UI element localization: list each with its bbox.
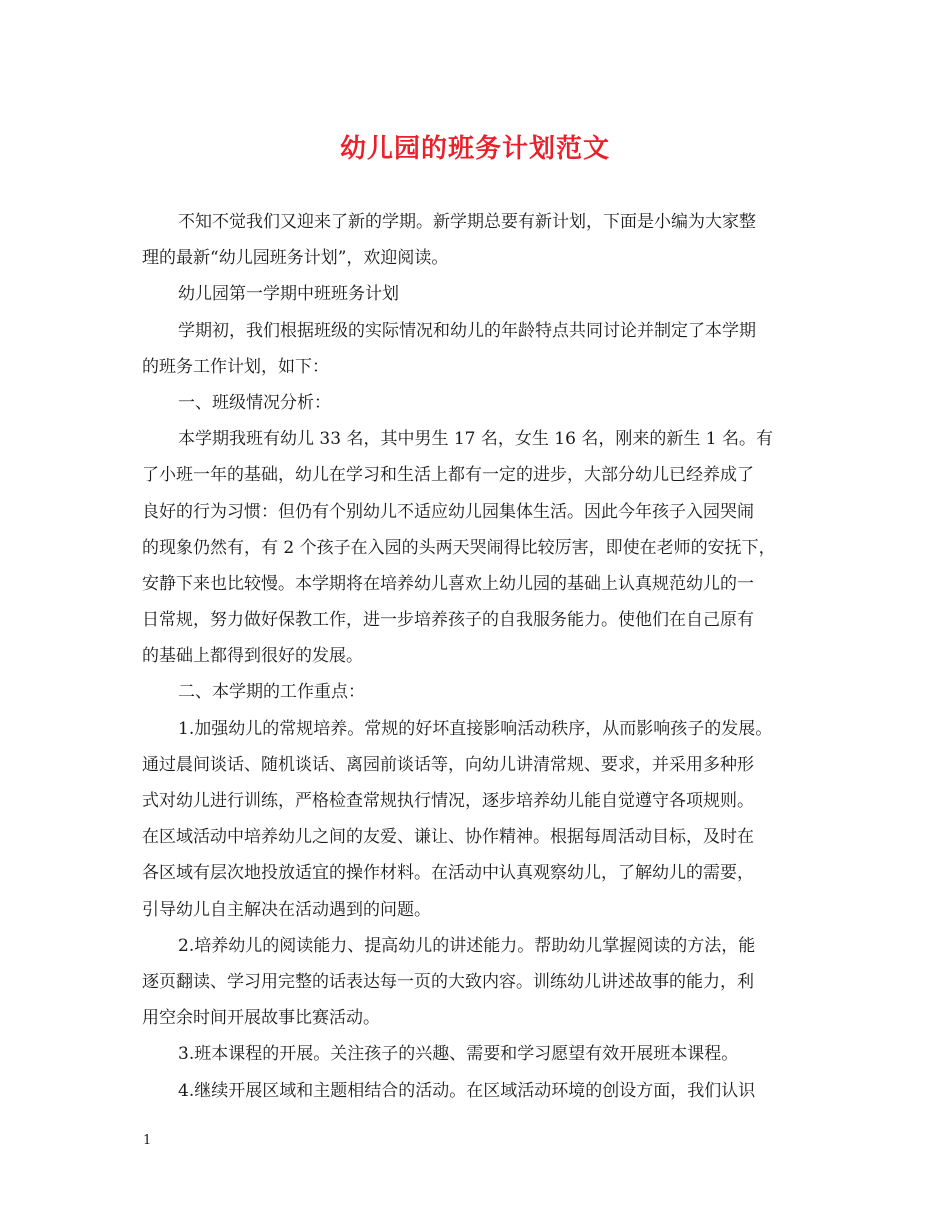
text-line: 2.培养幼儿的阅读能力、提高幼儿的讲述能力。帮助幼儿掌握阅读的方法，能	[178, 935, 756, 956]
text-line: 1.加强幼儿的常规培养。常规的好坏直接影响活动秩序，从而影响孩子的发展。	[178, 718, 773, 739]
text-line: 良好的行为习惯：但仍有个别幼儿不适应幼儿园集体生活。因此今年孩子入园哭闹	[142, 501, 754, 522]
text-line: 引导幼儿自主解决在活动遇到的问题。	[142, 899, 431, 920]
text-line: 逐页翻读、学习用完整的话表达每一页的大致内容。训练幼儿讲述故事的能力，利	[142, 971, 754, 992]
text-line: 了小班一年的基础，幼儿在学习和生活上都有一定的进步，大部分幼儿已经养成了	[142, 465, 754, 486]
text-line: 幼儿园第一学期中班班务计划	[178, 284, 399, 305]
text-line: 式对幼儿进行训练，严格检查常规执行情况，逐步培养幼儿能自觉遵守各项规则。	[142, 791, 754, 811]
text-line: 安静下来也比较慢。本学期将在培养幼儿喜欢上幼儿园的基础上认真规范幼儿的一	[142, 573, 754, 594]
document-body	[142, 204, 832, 1109]
text-line: 一、班级情况分析：	[178, 392, 331, 413]
text-line: 本学期我班有幼儿 33 名，其中男生 17 名，女生 16 名，刚来的新生 1 名。有	[178, 429, 773, 450]
page-title: 幼儿园的班务计划范文	[339, 134, 610, 164]
text-line: 各区域有层次地投放适宜的操作材料。在活动中认真观察幼儿，了解幼儿的需要，	[142, 863, 754, 884]
text-line: 学期初，我们根据班级的实际情况和幼儿的年龄特点共同讨论并制定了本学期	[178, 320, 756, 341]
text-line: 理的最新“幼儿园班务计划”，欢迎阅读。	[142, 248, 449, 269]
text-line: 通过晨间谈话、随机谈话、离园前谈话等，向幼儿讲清常规、要求，并采用多种形	[142, 754, 754, 775]
text-line: 用空余时间开展故事比赛活动。	[142, 1008, 380, 1029]
text-line: 日常规，努力做好保教工作，进一步培养孩子的自我服务能力。使他们在自己原有	[142, 610, 754, 631]
text-line: 的现象仍然有，有 2 个孩子在入园的头两天哭闹得比较厉害，即使在老师的安抚下，	[142, 537, 776, 558]
text-line: 4.继续开展区域和主题相结合的活动。在区域活动环境的创设方面，我们认识	[178, 1080, 756, 1101]
text-line: 二、本学期的工作重点：	[178, 682, 365, 703]
page-number: 1	[143, 1133, 152, 1148]
text-line: 在区域活动中培养幼儿之间的友爱、谦让、协作精神。根据每周活动目标，及时在	[142, 827, 754, 848]
text-line: 的基础上都得到很好的发展。	[142, 646, 363, 667]
text-line: 3.班本课程的开展。关注孩子的兴趣、需要和学习愿望有效开展班本课程。	[178, 1044, 739, 1065]
text-line: 不知不觉我们又迎来了新的学期。新学期总要有新计划，下面是小编为大家整	[178, 212, 756, 232]
text-line: 的班务工作计划，如下：	[142, 356, 329, 377]
